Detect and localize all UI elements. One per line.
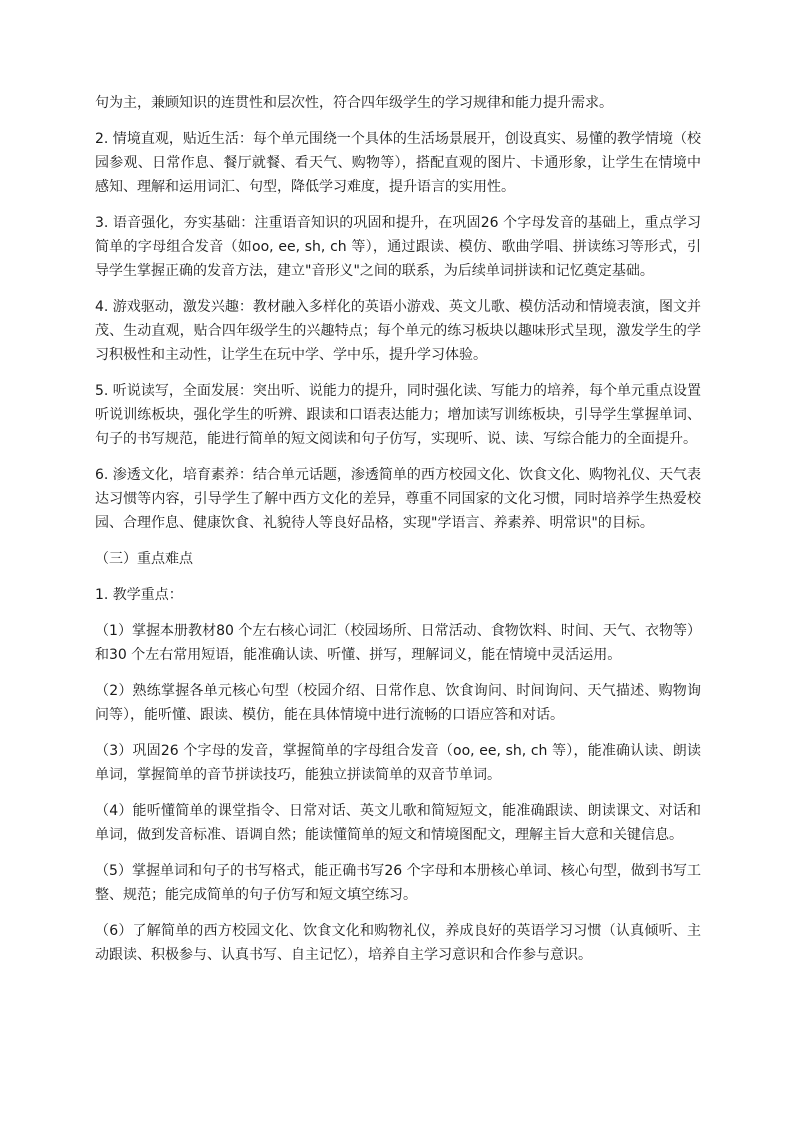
- paragraph-feature-6: 6. 渗透文化，培育素养：结合单元话题，渗透简单的西方校园文化、饮食文化、购物礼仪、天气表达习惯等内容，引导学生了解中西方文化的差异，尊重不同国家的文化习惯，同时培养学生热爱校园、合理作息、健康饮食、礼貌待人等良好品格，实现"学语言、养素养、明常识"的目标。: [95, 467, 701, 531]
- key-point-1: （1）掌握本册教材80 个左右核心词汇（校园场所、日常活动、食物饮料、时间、天气、衣物等）和30 个左右常用短语，能准确认读、听懂、拼写，理解词义，能在情境中灵活运用。: [95, 623, 701, 663]
- paragraph-feature-5: 5. 听说读写，全面发展：突出听、说能力的提升，同时强化读、写能力的培养，每个单元重点设置听说训练板块，强化学生的听辨、跟读和口语表达能力；增加读写训练板块，引导学生掌握单词、句子的书写规范，能进行简单的短文阅读和句子仿写，实现听、说、读、写综合能力的全面提升。: [95, 383, 701, 447]
- document-page: [95, 91, 701, 979]
- subsection-heading: 1. 教学重点：: [95, 587, 183, 603]
- key-point-2: （2）熟练掌握各单元核心句型（校园介绍、日常作息、饮食询问、时间询问、天气描述、购物询问等），能听懂、跟读、模仿，能在具体情境中进行流畅的口语应答和对话。: [95, 683, 701, 723]
- paragraph-feature-3: 3. 语音强化，夯实基础：注重语音知识的巩固和提升，在巩固26 个字母发音的基础上，重点学习简单的字母组合发音（如oo, ee, sh, ch 等），通过跟读、模仿、歌曲学唱、拼读练习等形式，引导学生掌握正确的发音方法，建立"音形义"之间的联系，为后续单词拼读和记忆奠定基础。: [95, 215, 701, 279]
- paragraph-feature-2: 2. 情境直观，贴近生活：每个单元围绕一个具体的生活场景展开，创设真实、易懂的教学情境（校园参观、日常作息、餐厅就餐、看天气、购物等），搭配直观的图片、卡通形象，让学生在情境中感知、理解和运用词汇、句型，降低学习难度，提升语言的实用性。: [95, 131, 701, 195]
- key-point-4: （4）能听懂简单的课堂指令、日常对话、英文儿歌和简短短文，能准确跟读、朗读课文、对话和单词，做到发音标准、语调自然；能读懂简单的短文和情境图配文，理解主旨大意和关键信息。: [95, 803, 701, 843]
- paragraph-continuation: 句为主，兼顾知识的连贯性和层次性，符合四年级学生的学习规律和能力提升需求。: [95, 95, 613, 111]
- key-point-6: （6）了解简单的西方校园文化、饮食文化和购物礼仪，养成良好的英语学习习惯（认真倾听、主动跟读、积极参与、认真书写、自主记忆），培养自主学习意识和合作参与意识。: [95, 923, 701, 963]
- paragraph-feature-4: 4. 游戏驱动，激发兴趣：教材融入多样化的英语小游戏、英文儿歌、模仿活动和情境表演，图文并茂、生动直观，贴合四年级学生的兴趣特点；每个单元的练习板块以趣味形式呈现，激发学生的学习积极性和主动性，让学生在玩中学、学中乐，提升学习体验。: [95, 299, 701, 363]
- key-point-3: （3）巩固26 个字母的发音，掌握简单的字母组合发音（oo, ee, sh, ch 等），能准确认读、朗读单词，掌握简单的音节拼读技巧，能独立拼读简单的双音节单词。: [95, 743, 701, 783]
- key-point-5: （5）掌握单词和句子的书写格式，能正确书写26 个字母和本册核心单词、核心句型，做到书写工整、规范；能完成简单的句子仿写和短文填空练习。: [95, 863, 701, 903]
- section-heading: （三）重点难点: [95, 551, 193, 567]
